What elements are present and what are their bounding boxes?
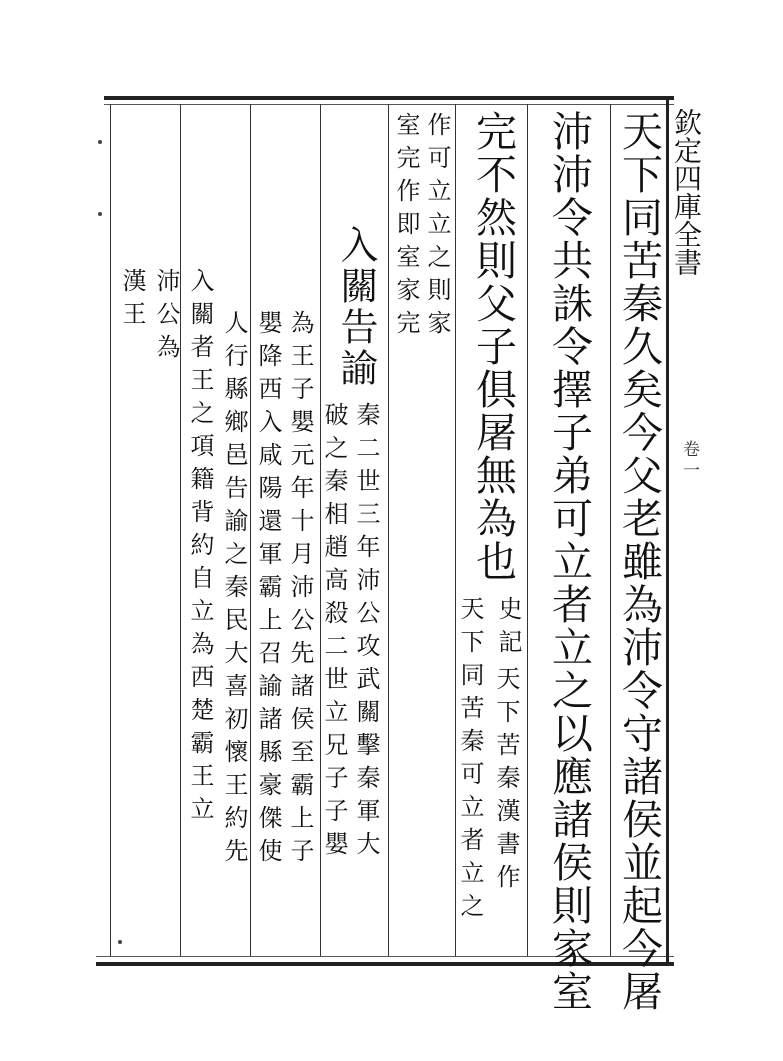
top-border-inner [104,104,674,105]
column-divider [250,104,251,956]
section-title: 入關告諭 [334,225,378,389]
annotation-line-8: 破之秦相趙高殺二世立兄子子嬰 [320,402,348,864]
text-column-1: 天下同苦秦久矣今父老雖為沛令守諸侯並起今屠 [615,110,663,1013]
annotation-line-6: 室完作即室家完 [392,112,420,343]
margin-volume: 卷一 [679,440,699,482]
column-divider [388,104,389,956]
scan-speck [98,140,102,144]
annotation-line-9: 為王子嬰元年十月沛公先諸侯至霸上子 [286,310,314,871]
text-column-3: 完不然則父子俱屠無為也 [469,110,517,583]
annotation-line-7: 秦二世三年沛公攻武關擊秦軍大 [352,402,380,864]
margin-book-title: 欽定四庫全書 [670,108,703,276]
column-divider [110,104,111,956]
annotation-source: 史記 [494,596,522,662]
scan-speck [118,940,122,944]
annotation-line-5: 作可立立之則家 [423,112,451,343]
column-divider [180,104,181,956]
annotation-line-b: 天下同苦秦可立者立之 [456,596,484,926]
annotation-line-13: 沛公為 [152,268,180,367]
annotation-line-12: 入關者王之項籍背約自立為西楚霸王立 [186,268,214,829]
column-divider [610,104,611,956]
annotation-line-a: 天下苦秦漢書作 [492,666,520,897]
column-divider [527,104,528,956]
text-column-2: 沛沛令共誅令擇子弟可立者立之以應諸侯則家室 [545,110,593,1013]
scan-speck [98,212,102,216]
right-frame-border [666,100,669,962]
annotation-line-10: 嬰降西入咸陽還軍霸上召諭諸縣豪傑使 [254,310,282,871]
annotation-line-14: 漢王 [118,268,146,334]
annotation-line-11: 人行縣鄉邑告諭之秦民大喜初懷王約先 [220,310,248,871]
top-border [104,96,674,100]
